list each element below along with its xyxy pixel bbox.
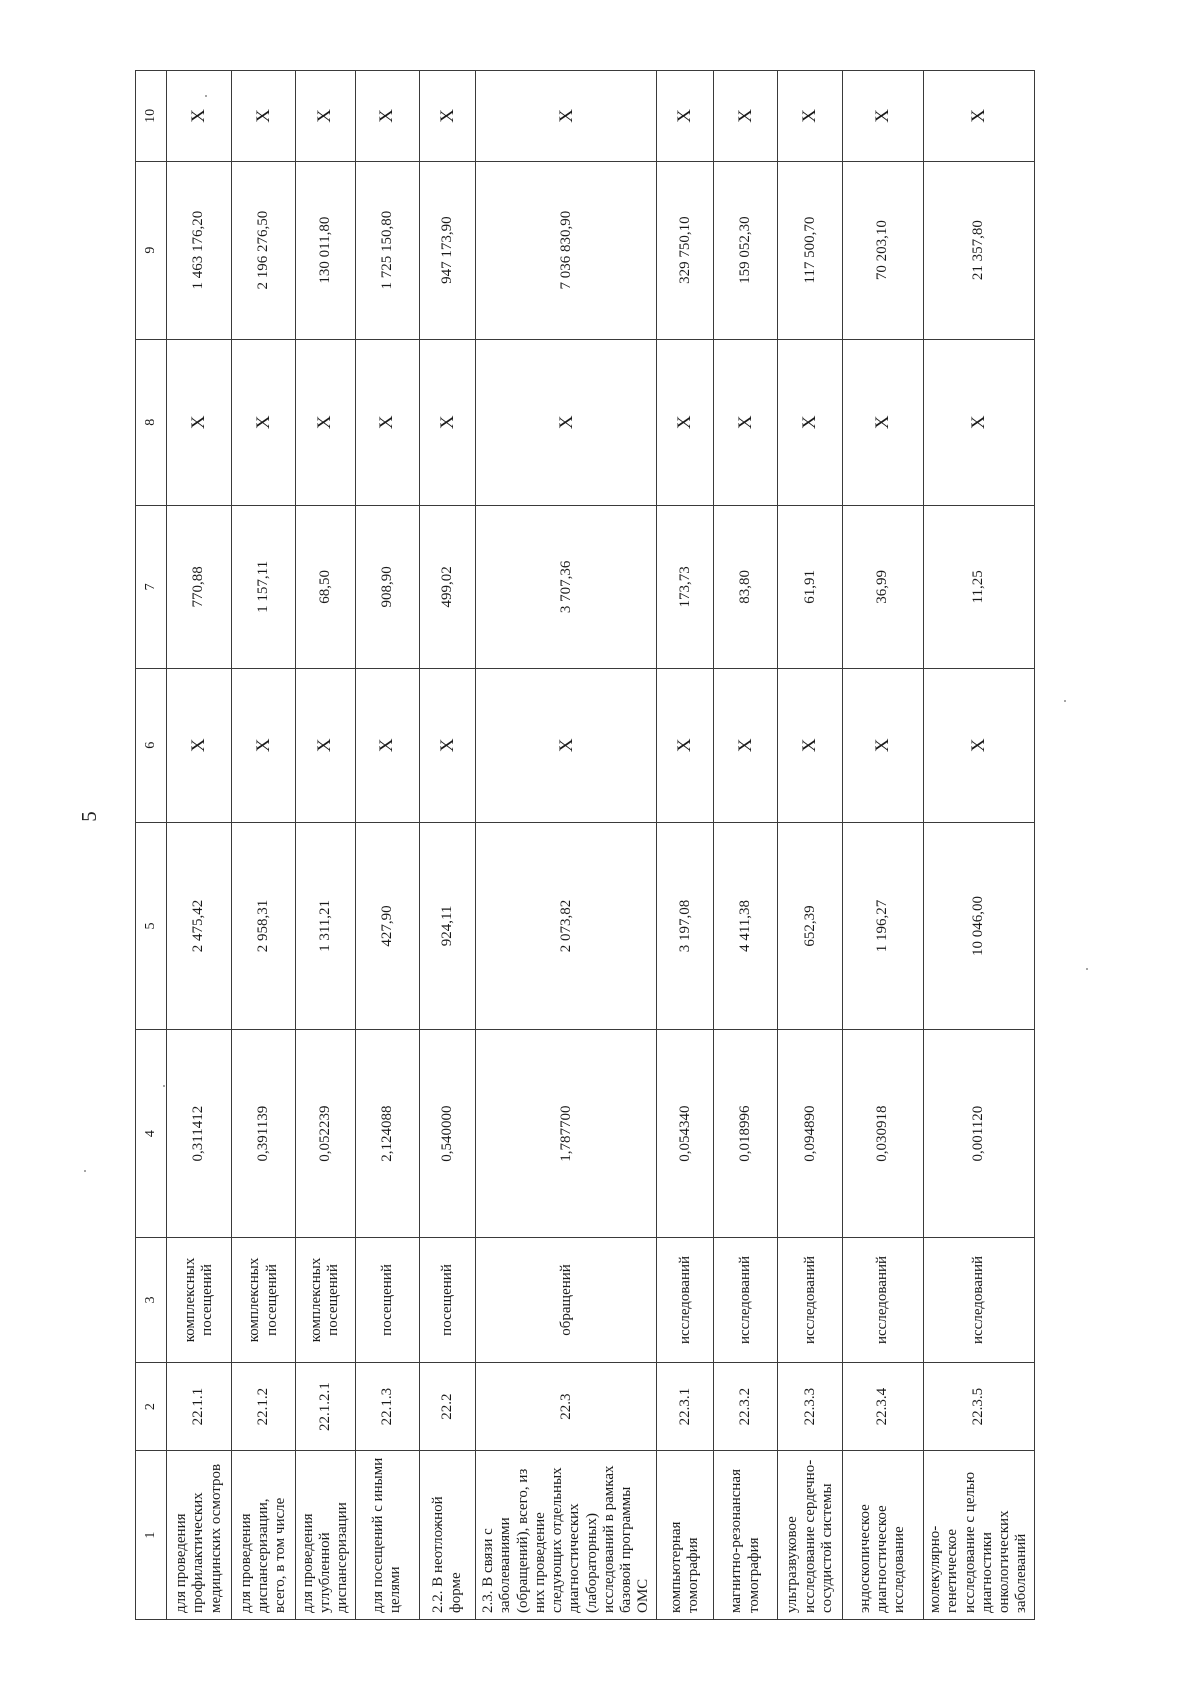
table-row	[778, 71, 843, 1620]
x-mark: X	[657, 339, 713, 505]
table-row	[420, 71, 476, 1620]
x-mark: X	[657, 668, 713, 822]
x-mark: X	[476, 668, 657, 822]
unit-cell: комплексных посещений	[231, 1237, 296, 1362]
column-number: 10	[136, 71, 167, 162]
per-capita-cell: 499,02	[420, 505, 476, 668]
unit-cell: исследований	[842, 1237, 923, 1362]
total-cell: 21 357,80	[923, 161, 1034, 339]
column-number-row	[136, 71, 167, 1620]
unit-cell: посещений	[355, 1237, 420, 1362]
row-label: ультразвуковое исследование сердечно-сосудистой системы	[778, 1451, 843, 1620]
table-row	[713, 71, 778, 1620]
table-row	[657, 71, 713, 1620]
scan-speck	[1064, 700, 1066, 702]
per-capita-cell: 83,80	[713, 505, 778, 668]
total-cell: 1 725 150,80	[355, 161, 420, 339]
total-cell: 159 052,30	[713, 161, 778, 339]
norm-cell: 0,001120	[923, 1030, 1034, 1238]
unit-cell: комплексных посещений	[296, 1237, 355, 1362]
total-cell: 1 463 176,20	[167, 161, 232, 339]
table-row	[296, 71, 355, 1620]
x-mark: X	[476, 71, 657, 162]
per-capita-cell: 1 157,11	[231, 505, 296, 668]
scan-speck	[84, 1170, 86, 1172]
table-row	[476, 71, 657, 1620]
row-code: 22.3.5	[923, 1363, 1034, 1451]
row-code: 22.1.2	[231, 1363, 296, 1451]
page-number: 5	[76, 811, 101, 822]
unit-cell: посещений	[420, 1237, 476, 1362]
cost-cell: 2 073,82	[476, 822, 657, 1030]
row-code: 22.3.4	[842, 1363, 923, 1451]
x-mark: X	[420, 339, 476, 505]
row-code: 22.3	[476, 1363, 657, 1451]
x-mark: X	[713, 668, 778, 822]
total-cell: 2 196 276,50	[231, 161, 296, 339]
unit-cell: исследований	[713, 1237, 778, 1362]
norm-cell: 0,311412	[167, 1030, 232, 1238]
unit-cell: исследований	[923, 1237, 1034, 1362]
x-mark: X	[923, 339, 1034, 505]
per-capita-cell: 11,25	[923, 505, 1034, 668]
row-code: 22.1.2.1	[296, 1363, 355, 1451]
total-cell: 947 173,90	[420, 161, 476, 339]
cost-cell: 4 411,38	[713, 822, 778, 1030]
table-row	[167, 71, 232, 1620]
norm-cell: 0,018996	[713, 1030, 778, 1238]
x-mark: X	[657, 71, 713, 162]
total-cell: 117 500,70	[778, 161, 843, 339]
scan-speck	[1086, 968, 1088, 970]
x-mark: X	[231, 71, 296, 162]
x-mark: X	[713, 339, 778, 505]
x-mark: X	[923, 668, 1034, 822]
x-mark: X	[296, 339, 355, 505]
cost-cell: 1 311,21	[296, 822, 355, 1030]
per-capita-cell: 61,91	[778, 505, 843, 668]
row-code: 22.3.3	[778, 1363, 843, 1451]
cost-cell: 2 475,42	[167, 822, 232, 1030]
rotated-table-wrapper	[135, 70, 1035, 1620]
scan-speck	[205, 95, 207, 97]
row-label: для проведения профилактических медицинских осмотров	[167, 1451, 232, 1620]
norm-cell: 0,030918	[842, 1030, 923, 1238]
x-mark: X	[231, 668, 296, 822]
table-row	[355, 71, 420, 1620]
column-number: 3	[136, 1237, 167, 1362]
column-number: 2	[136, 1363, 167, 1451]
x-mark: X	[420, 668, 476, 822]
x-mark: X	[778, 71, 843, 162]
cost-cell: 427,90	[355, 822, 420, 1030]
norm-cell: 2,124088	[355, 1030, 420, 1238]
row-code: 22.1.1	[167, 1363, 232, 1451]
cost-cell: 10 046,00	[923, 822, 1034, 1030]
total-cell: 130 011,80	[296, 161, 355, 339]
x-mark: X	[167, 668, 232, 822]
x-mark: X	[355, 71, 420, 162]
x-mark: X	[231, 339, 296, 505]
column-number: 6	[136, 668, 167, 822]
x-mark: X	[842, 339, 923, 505]
norm-cell: 1,787700	[476, 1030, 657, 1238]
x-mark: X	[778, 339, 843, 505]
table-row	[842, 71, 923, 1620]
column-number: 7	[136, 505, 167, 668]
row-label: компьютерная томография	[657, 1451, 713, 1620]
row-label: 2.2. В неотложной форме	[420, 1451, 476, 1620]
x-mark: X	[296, 71, 355, 162]
row-label: молекулярно-генетическое исследование с целью диагностики онкологических заболеваний	[923, 1451, 1034, 1620]
row-code: 22.1.3	[355, 1363, 420, 1451]
x-mark: X	[167, 339, 232, 505]
norm-cell: 0,391139	[231, 1030, 296, 1238]
unit-cell: исследований	[657, 1237, 713, 1362]
total-cell: 7 036 830,90	[476, 161, 657, 339]
row-label: для проведения углубленной диспансеризации	[296, 1451, 355, 1620]
cost-cell: 2 958,31	[231, 822, 296, 1030]
column-number: 1	[136, 1451, 167, 1620]
x-mark: X	[842, 668, 923, 822]
x-mark: X	[778, 668, 843, 822]
scan-speck	[163, 1085, 165, 1087]
x-mark: X	[420, 71, 476, 162]
per-capita-cell: 3 707,36	[476, 505, 657, 668]
norm-cell: 0,052239	[296, 1030, 355, 1238]
cost-cell: 924,11	[420, 822, 476, 1030]
x-mark: X	[923, 71, 1034, 162]
per-capita-cell: 173,73	[657, 505, 713, 668]
total-cell: 329 750,10	[657, 161, 713, 339]
row-code: 22.2	[420, 1363, 476, 1451]
x-mark: X	[476, 339, 657, 505]
unit-cell: исследований	[778, 1237, 843, 1362]
row-label: магнитно-резонансная томография	[713, 1451, 778, 1620]
cost-cell: 1 196,27	[842, 822, 923, 1030]
per-capita-cell: 68,50	[296, 505, 355, 668]
unit-cell: комплексных посещений	[167, 1237, 232, 1362]
table-row	[923, 71, 1034, 1620]
column-number: 4	[136, 1030, 167, 1238]
per-capita-cell: 36,99	[842, 505, 923, 668]
row-label: для проведения диспансеризации, всего, в том числе	[231, 1451, 296, 1620]
column-number: 8	[136, 339, 167, 505]
unit-cell: обращений	[476, 1237, 657, 1362]
row-code: 22.3.1	[657, 1363, 713, 1451]
per-capita-cell: 908,90	[355, 505, 420, 668]
x-mark: X	[355, 668, 420, 822]
x-mark: X	[355, 339, 420, 505]
norm-cell: 0,540000	[420, 1030, 476, 1238]
column-number: 9	[136, 161, 167, 339]
x-mark: X	[842, 71, 923, 162]
per-capita-cell: 770,88	[167, 505, 232, 668]
column-number: 5	[136, 822, 167, 1030]
row-label: эндоскопическое диагностическое исследование	[842, 1451, 923, 1620]
row-label: 2.3. В связи с заболеваниями (обращений), всего, из них проведение следующих отдельных диагностических (лабораторных) исследований в рамках базовой программы ОМС	[476, 1451, 657, 1620]
table-row	[231, 71, 296, 1620]
x-mark: X	[167, 71, 232, 162]
x-mark: X	[296, 668, 355, 822]
data-table	[135, 70, 1035, 1620]
row-code: 22.3.2	[713, 1363, 778, 1451]
norm-cell: 0,054340	[657, 1030, 713, 1238]
row-label: для посещений с иными целями	[355, 1451, 420, 1620]
norm-cell: 0,094890	[778, 1030, 843, 1238]
total-cell: 70 203,10	[842, 161, 923, 339]
x-mark: X	[713, 71, 778, 162]
cost-cell: 652,39	[778, 822, 843, 1030]
cost-cell: 3 197,08	[657, 822, 713, 1030]
